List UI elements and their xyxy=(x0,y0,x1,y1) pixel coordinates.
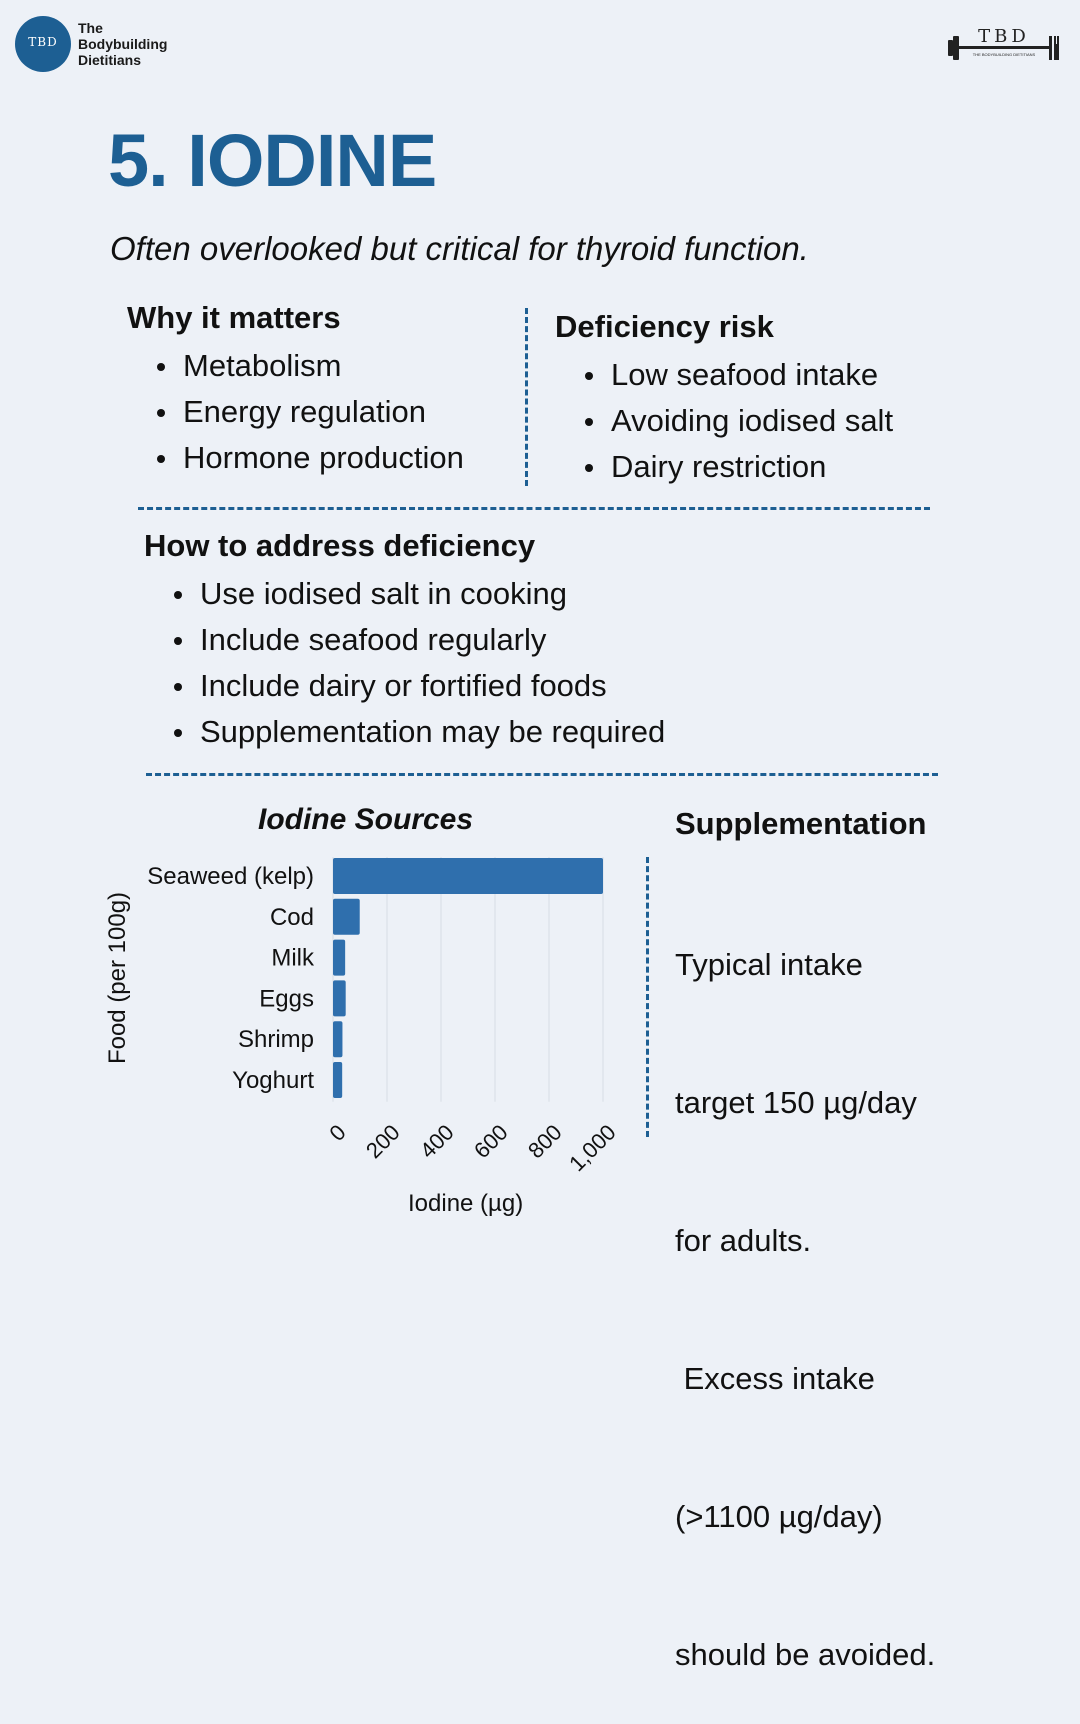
chart-bar xyxy=(333,899,360,935)
brand-name-line: Dietitians xyxy=(78,52,142,68)
chart-bar xyxy=(333,980,346,1016)
list-item: Include dairy or fortified foods xyxy=(172,663,665,709)
chart-x-tick-label: 0 xyxy=(324,1119,351,1146)
page-title: 5. IODINE xyxy=(108,119,437,202)
supplementation-line: should be avoided. xyxy=(675,1637,936,1672)
chart-divider xyxy=(646,857,649,1137)
list-item: Avoiding iodised salt xyxy=(583,398,893,444)
corner-logo-subtext: THE BODYBUILDING DIETITIANS xyxy=(972,52,1036,57)
chart-x-tick-label: 1,000 xyxy=(564,1119,621,1177)
chart-x-tick-label: 200 xyxy=(361,1119,405,1164)
chart-category-label: Seaweed (kelp) xyxy=(147,863,314,890)
list-item: Supplementation may be required xyxy=(172,709,665,755)
address-heading: How to address deficiency xyxy=(144,528,536,563)
chart-bar xyxy=(333,858,603,894)
chart-bar xyxy=(333,1021,342,1057)
chart-category-label: Milk xyxy=(271,944,314,972)
supplementation-line: target 150 µg/day xyxy=(675,1085,917,1120)
supplementation-line: Typical intake xyxy=(675,947,863,982)
brand-name-line: The xyxy=(78,20,103,36)
supplementation-line: for adults. xyxy=(675,1223,812,1258)
chart-category-label: Shrimp xyxy=(237,1026,314,1054)
chart-x-tick-label: 400 xyxy=(415,1119,459,1164)
risk-heading: Deficiency risk xyxy=(555,309,774,344)
why-heading: Why it matters xyxy=(127,300,341,335)
list-item: Low seafood intake xyxy=(583,352,893,398)
chart-x-tick-label: 600 xyxy=(469,1119,513,1164)
list-item: Dairy restriction xyxy=(583,444,893,490)
chart-y-axis-label: Food (per 100g) xyxy=(104,891,131,1065)
corner-logo-text: TBD xyxy=(978,26,1030,47)
list-item: Hormone production xyxy=(155,435,464,481)
chart-x-axis-label: Iodine (µg) xyxy=(408,1190,524,1217)
supplementation-line: Excess intake xyxy=(675,1361,875,1396)
list-item: Metabolism xyxy=(155,343,464,389)
chart-bar xyxy=(333,1062,342,1098)
chart-category-label: Cod xyxy=(269,903,314,931)
chart-bar xyxy=(333,940,345,976)
supplementation-heading: Supplementation xyxy=(675,806,927,841)
supplementation-line: (>1100 µg/day) xyxy=(675,1499,883,1534)
chart-category-label: Eggs xyxy=(259,985,314,1013)
chart-title: Iodine Sources xyxy=(258,803,474,836)
supplementation-text xyxy=(675,850,935,1724)
brand-badge-text: TBD xyxy=(28,35,58,49)
chart-x-tick-label: 800 xyxy=(523,1119,567,1164)
page-subtitle: Often overlooked but critical for thyroid function. xyxy=(110,230,809,267)
list-item: Energy regulation xyxy=(155,389,464,435)
list-item: Use iodised salt in cooking xyxy=(172,571,665,617)
brand-name-line: Bodybuilding xyxy=(78,36,168,52)
chart-category-label: Yoghurt xyxy=(232,1067,314,1094)
list-item: Include seafood regularly xyxy=(172,617,665,663)
